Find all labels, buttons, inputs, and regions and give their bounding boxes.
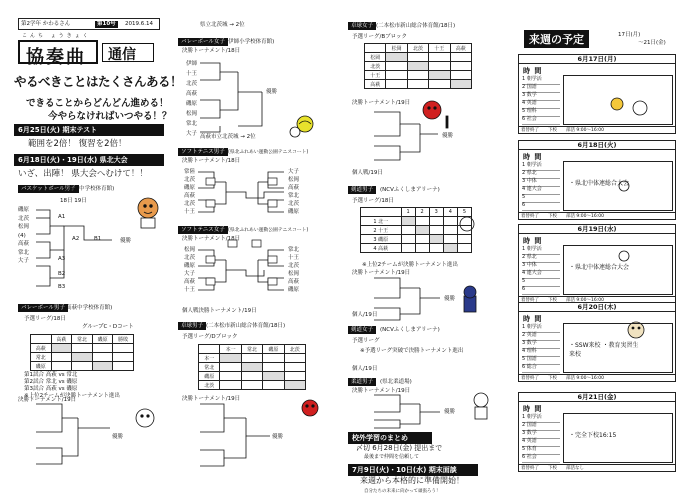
- basketball-label: バスケットボール男子: [18, 185, 79, 193]
- note: ※上位2チームが決勝トーナメント進出: [24, 393, 120, 399]
- team: (4): [18, 232, 26, 239]
- team: 十王: [186, 71, 198, 77]
- pingpong-boys-table: 本一 常北 磯原 北茨 本一 常北 磯原 北茨: [198, 344, 306, 390]
- schedule-event: ・県北中体連総合大会: [569, 180, 630, 187]
- schedule-event: ・SSW来校 ・教育実習生来校: [569, 342, 639, 358]
- tennis-girls-right: 常北 十王 北茨 松岡 高萩 磯原: [288, 247, 300, 293]
- individual-label: 個人戦決勝トーナメント/19日: [182, 308, 257, 314]
- champion-label: 優勝: [272, 434, 284, 440]
- volleyball-league: 予選リーグ/18日: [24, 316, 66, 322]
- schedule-period: 3 数学: [522, 340, 560, 349]
- tournament-band: 6月18日(火)・19日(水) 県北大会: [14, 154, 164, 166]
- schedule-period: 3 中体: [522, 178, 560, 187]
- team: 松岡: [186, 111, 198, 117]
- schedule-period: 2 県北: [522, 254, 560, 263]
- title-ruby: こんち ょうきょく: [22, 33, 91, 39]
- schedule-day-title: 時 間: [523, 153, 543, 161]
- schedule-period: 3 中体: [522, 262, 560, 271]
- schedule-period: 5 理科: [522, 108, 560, 117]
- final-label: 決勝トーナメント/19日: [352, 388, 411, 394]
- kendo-note: ※上位2チームが決勝トーナメント進出: [362, 262, 458, 268]
- schedule-day-title: 時 間: [523, 67, 543, 75]
- schedule-period: 5 体育: [522, 446, 560, 455]
- school-band: 校外学習のまとめ: [348, 432, 432, 444]
- champion-label: 優勝: [120, 238, 132, 244]
- pingpong-girls-table: 松岡 北茨 十王 高萩 松岡 北茨 十王 高萩: [364, 43, 472, 89]
- team: 磯原: [18, 207, 30, 213]
- pingpong-boys-venue: (二本松市新山総合体育館/18日): [206, 323, 286, 329]
- schedule-event: ・県北中体連総合大会: [569, 264, 630, 271]
- schedule-period: 2 国語: [522, 422, 560, 431]
- kendo-girls-venue: (NCVふくしまアリーナ): [380, 327, 440, 333]
- final-label: 決勝トーナメント/19日: [18, 397, 77, 403]
- schedule-range-end: 〜21日(金): [638, 40, 666, 46]
- schedule-period: 3 数学: [522, 92, 560, 101]
- bracket-code: B2: [58, 271, 66, 277]
- schedule-period: 4 連大会: [522, 270, 560, 279]
- slogan-main: やるべきことはたくさんある！: [14, 74, 183, 89]
- team: 大子: [186, 131, 198, 137]
- schedule-period: 5: [522, 278, 560, 287]
- slogan-sub1: できることからどんどん進める！: [26, 98, 169, 109]
- champion-label: 優勝: [444, 296, 456, 302]
- team: 常北: [18, 249, 30, 256]
- volleyball-label: バレーボール男子: [18, 304, 68, 312]
- team: 高萩: [18, 241, 30, 247]
- volleyball-venue: (高萩中学校体育館): [64, 305, 113, 311]
- softtennis-boys-venue: (県北ふれあい運動公園テニスコート): [228, 150, 309, 155]
- schedule-footer: 着替終了 下校 部活 9:00〜16:00: [519, 212, 675, 220]
- schedule-day-date: 6月18日(火): [519, 141, 675, 150]
- july-text1: 来週から本格的に準備開始！: [360, 476, 464, 485]
- schedule-period: 5 国語: [522, 356, 560, 365]
- kendo-boys-league: 予選リーグ/18日: [352, 198, 394, 204]
- kendo-girls-note: ※予選リーグ突破で決勝トーナメント進出: [360, 348, 464, 354]
- schedule-period: 5: [522, 194, 560, 203]
- kendo-boys-label: 剣道男子: [348, 186, 376, 194]
- team: 大子: [18, 258, 30, 264]
- schedule-period: 1 朝学活: [522, 324, 560, 333]
- final-label: 決勝トーナメント/18日: [182, 236, 241, 242]
- judo-label: 柔道男子: [348, 378, 376, 386]
- kendo-girls-label: 剣道女子: [348, 326, 376, 334]
- schedule-period: 6 総合: [522, 364, 560, 373]
- schedule-period: 1 朝学活: [522, 162, 560, 171]
- pingpong-girls-venue: (二本松市新山総合体育館/18日): [376, 23, 456, 29]
- pingpong-girls-league: 予選リーグ/Bブロック: [352, 34, 408, 40]
- schedule-day: [518, 140, 676, 220]
- school-text2: 最後まで仲間を信頼して: [364, 454, 420, 460]
- note: 第3試合 高萩 vs 磯原: [24, 386, 78, 392]
- bracket-code: B1: [94, 236, 102, 242]
- pingpong-boys-league: 予選リーグ/Dブロック: [182, 334, 238, 340]
- team: 北茨: [18, 215, 30, 222]
- final-label: 決勝トーナメント/18日: [182, 48, 241, 54]
- schedule-day-date: 6月21日(金): [519, 393, 675, 402]
- issue-date: 2019.6.14: [125, 21, 153, 27]
- schedule-day: [518, 392, 676, 472]
- bracket-code: A3: [58, 256, 66, 262]
- test-band: 6月25日(火) 期末テスト: [14, 124, 164, 136]
- schedule-event-frame: [563, 75, 673, 125]
- team: 北茨: [186, 81, 198, 87]
- pingpong-girls-label: 卓球女子: [348, 22, 376, 30]
- july-text2: 自分たちの未来に向かって頑張ろう！: [364, 489, 441, 494]
- volleyball-notes: [24, 372, 120, 400]
- individual-label: 個人戦/19日: [352, 170, 383, 176]
- volleyball-girls-label: バレーボール女子: [178, 38, 228, 46]
- softtennis-girls-label: ソフトテニス女子: [178, 226, 228, 234]
- champion-label: 優勝: [112, 434, 124, 440]
- team: 伊師: [186, 61, 198, 67]
- final-label: 決勝トーナメント/19日: [182, 396, 241, 402]
- schedule-day-date: 6月19日(水): [519, 225, 675, 234]
- issue-number: 第10号: [97, 21, 116, 27]
- schedule-range-start: 17日(月): [618, 32, 641, 38]
- schedule-period: 1 朝学活: [522, 414, 560, 423]
- schedule-day: [518, 302, 676, 382]
- schedule-period: 6 社会: [522, 116, 560, 125]
- volleyball-table: 高萩 常北 磯原 勝敗 高萩 常北 磯原: [30, 334, 134, 371]
- schedule-day-title: 時 間: [523, 237, 543, 245]
- volleyball-court: グループC・Dコート: [82, 324, 134, 330]
- team: 松岡: [18, 224, 30, 230]
- title-main: 協奏曲: [26, 47, 86, 68]
- schedule-period: 4 英語: [522, 100, 560, 109]
- schedule-period: 4 理科: [522, 348, 560, 357]
- schedule-period: 4 英語: [522, 438, 560, 447]
- basketball-venue: (高萩中学校体育館): [66, 186, 115, 192]
- bracket-code: B3: [58, 284, 66, 290]
- tournament-text: いざ、出陣！ 県大会へむけて！！: [18, 169, 148, 179]
- bracket-code: A2: [72, 236, 80, 242]
- schedule-period: 2 県北: [522, 170, 560, 179]
- test-text: 範囲を2倍！ 復習を2倍！: [28, 139, 127, 149]
- volleyball-girls-venue: (伊師小学校体育館): [226, 39, 275, 45]
- schedule-period: 1 朝学活: [522, 246, 560, 255]
- schedule-period: 3 数学: [522, 430, 560, 439]
- champion-label: 優勝: [444, 409, 456, 415]
- schedule-day-title: 時 間: [523, 405, 543, 413]
- bracket-code: A1: [58, 214, 66, 220]
- team: 磯原: [186, 101, 198, 107]
- champion-label: 優勝: [266, 89, 278, 95]
- kendo-boys-venue: (NCVふくしまアリーナ): [380, 187, 440, 193]
- schedule-day: [518, 224, 676, 304]
- champion-label: 優勝: [442, 133, 454, 139]
- kendo-girls-league: 予選リーグ: [352, 338, 380, 344]
- schedule-footer: 着替終了 下校 部活 9:00〜16:00: [519, 296, 675, 304]
- schedule-day-title: 時 間: [523, 315, 543, 323]
- july-band: 7月9日(火)・10日(水) 期末面談: [348, 464, 478, 476]
- schedule-period: 6: [522, 286, 560, 295]
- judo-venue: (県北柔道場): [380, 379, 412, 385]
- schedule-footer: 着替終了 下校 部活なし: [519, 464, 675, 472]
- schedule-period: 2 国語: [522, 84, 560, 93]
- slogan-sub2: 今やらなければいつやる！？: [48, 111, 172, 122]
- schedule-footer: 着替終了 下校 部活 9:00〜16:00: [519, 126, 675, 134]
- pingpong-boys-label: 卓球男子: [178, 322, 206, 330]
- girls-teams: [186, 59, 197, 139]
- kendo-boys-table: 1 2 3 4 5 1 北一 2 十王 3 磯原 4 高萩: [360, 207, 472, 253]
- schedule-period: 1 朝学活: [522, 76, 560, 85]
- schedule-period: 6 社会: [522, 454, 560, 463]
- tennis-boys-left: 常陸 北茨 磯原 高萩 北茨 十王: [184, 169, 196, 215]
- softtennis-boys-label: ソフトテニス男子: [178, 148, 228, 156]
- bottom-code: 高萩市立北茨城 → 2位: [200, 134, 256, 140]
- tennis-girls-left: 松岡 北茨 磯原 大子 高萩 十王: [184, 247, 196, 293]
- schedule-footer: 着替終了 下校 部活 9:00〜16:00: [519, 374, 675, 382]
- tennis-boys-right: 大子 松岡 高萩 常北 北茨 磯原: [288, 169, 300, 215]
- basketball-days: 18日 19日: [60, 198, 87, 204]
- final-label: 決勝トーナメント/19日: [352, 270, 411, 276]
- schedule-day-date: 6月17日(月): [519, 55, 675, 64]
- team: 常北: [186, 121, 198, 127]
- note: 第2試合 常北 vs 磯原: [24, 379, 78, 385]
- schedule-period: 4 連大会: [522, 186, 560, 195]
- schedule-period: 6: [522, 202, 560, 211]
- school-text1: 〆切 6月28日(金) 提出まで: [356, 444, 443, 452]
- final-label: 決勝トーナメント/18日: [182, 158, 241, 164]
- schedule-event: ・完全下校16:15: [569, 432, 617, 439]
- schedule-title: 来週の予定: [524, 30, 589, 48]
- top-code: 県立北茨城 → 2位: [200, 22, 245, 28]
- softtennis-girls-venue: (県北ふれあい運動公園テニスコート): [228, 228, 309, 233]
- schedule-period: 2 英語: [522, 332, 560, 341]
- grade-class: 第2学年 かわるさん: [21, 21, 71, 27]
- individual-label: 個人/19日: [352, 366, 378, 372]
- individual-label: 個人/19日: [352, 312, 378, 318]
- team: 高萩: [186, 91, 198, 97]
- schedule-day-date: 6月20日(木): [519, 303, 675, 312]
- note: 第1試合 高萩 vs 常北: [24, 372, 78, 378]
- schedule-day: [518, 54, 676, 134]
- final-label: 決勝トーナメント/19日: [352, 100, 411, 106]
- title-sub: 通信: [108, 47, 136, 63]
